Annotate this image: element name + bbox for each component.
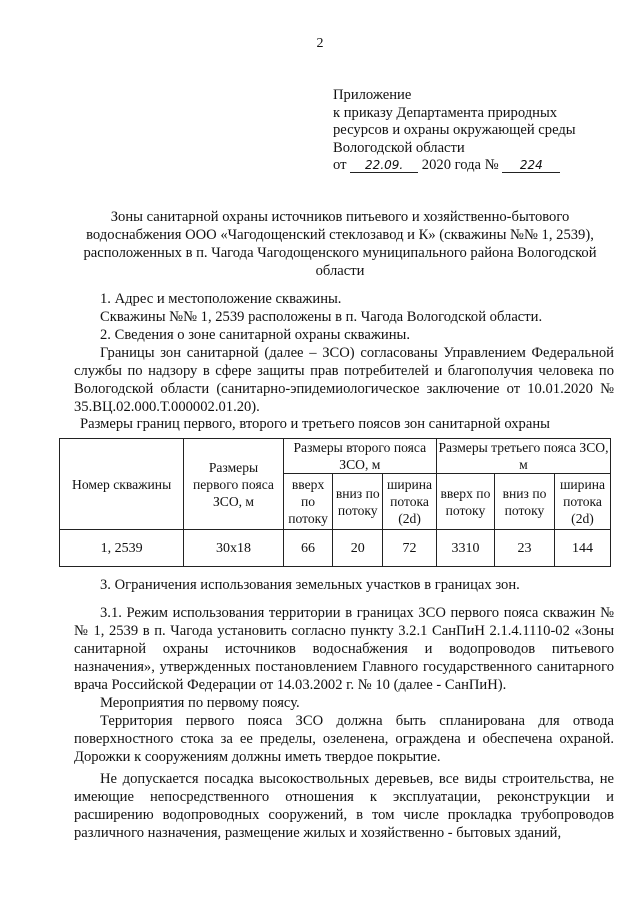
header-first-belt: Размеры первого пояса ЗСО, м xyxy=(184,439,283,530)
appendix-line: Вологодской области xyxy=(333,139,465,156)
from-label: от xyxy=(333,157,347,173)
zso-table xyxy=(59,438,611,567)
section-3-p1: 3.1. Режим использования территории в границах ЗСО первого пояса скважин №№ 1, 2539 в п. Чагода установить согласно пункту 3.2.1 СанПиН 2.1.4.1110-02 «Зоны санитарной охраны источников водоснабжения и водопроводов питьевого назначения», утвержденных постановлением Главного государственного санитарного врача Российской Федерации от 14.03.2002 г. № 10 (далее - СанПиН). xyxy=(74,605,614,693)
section-2-heading: 2. Сведения о зоне санитарной охраны скважины. xyxy=(100,327,410,343)
appendix-line: к приказу Департамента природных xyxy=(333,104,558,121)
header-second-down: вниз по потоку xyxy=(333,474,383,530)
section-3 xyxy=(74,576,614,842)
table-row xyxy=(60,530,611,567)
section-3-heading: 3. Ограничения использования земельных участков в границах зон. xyxy=(100,577,520,593)
header-third-down: вниз по потоку xyxy=(494,474,554,530)
year-text: 2020 года xyxy=(421,157,482,173)
header-third-belt: Размеры третьего пояса ЗСО, м xyxy=(438,440,609,472)
cell-third-down: 23 xyxy=(494,530,554,567)
appendix-line: ресурсов и охраны окружающей среды xyxy=(333,122,576,138)
number-label: № xyxy=(484,157,499,173)
document-title: Зоны санитарной охраны источников питьевого и хозяйственно-бытового водоснабжения ООО «Чагодощенский стеклозавод и К» (скважины №№ 1, 2539), расположенных в п. Чагода Чагодощенского муниципального района Вологодской области xyxy=(83,209,597,279)
section-3-p2: Мероприятия по первому поясу. xyxy=(100,695,300,711)
cell-second-up: 66 xyxy=(283,530,333,567)
appendix-block xyxy=(333,87,623,175)
header-second-up: вверх по потоку xyxy=(283,474,333,530)
table-caption: Размеры границ первого, второго и третьего поясов зон санитарной охраны xyxy=(80,416,550,432)
page-number: 2 xyxy=(316,36,324,51)
section-1-heading: 1. Адрес и местоположение скважины. xyxy=(100,291,342,307)
section-2-text: Границы зон санитарной (далее – ЗСО) согласованы Управлением Федеральной службы по надзору в сфере защиты прав потребителей и благополучия человека по Вологодской области (санитарно-эпидемиологическое заключение от 10.01.2020 № 35.ВЦ.02.000.Т.000002.01.20). xyxy=(74,345,614,415)
header-number: Номер скважины xyxy=(60,439,184,530)
section-1 xyxy=(74,290,614,416)
cell-third-width: 144 xyxy=(555,530,611,567)
header-third-up: вверх по потоку xyxy=(436,474,494,530)
handwritten-number: 224 xyxy=(502,158,560,173)
section-3-p3: Территория первого пояса ЗСО должна быть спланирована для отвода поверхностного стока за ее пределы, озеленена, ограждена и обеспечена охраной. Дорожки к сооружениям должны иметь твердое покрытие. xyxy=(74,713,614,765)
appendix-date-line xyxy=(333,157,623,175)
section-3-p4: Не допускается посадка высокоствольных деревьев, все виды строительства, не имеющие непосредственного отношения к эксплуатации, реконструкции и расширению водопроводных сооружений, в том числе прокладка трубопроводов различного назначения, размещение жилых и хозяйственно - бытовых зданий, xyxy=(74,771,614,841)
cell-second-width: 72 xyxy=(383,530,437,567)
header-third-width: ширина потока (2d) xyxy=(555,474,611,530)
header-second-width: ширина потока (2d) xyxy=(383,474,437,530)
cell-third-up: 3310 xyxy=(436,530,494,567)
cell-first: 30x18 xyxy=(184,530,283,567)
cell-second-down: 20 xyxy=(333,530,383,567)
handwritten-date: 22.09. xyxy=(350,158,418,173)
section-1-text: Скважины №№ 1, 2539 расположены в п. Чагода Вологодской области. xyxy=(100,309,543,325)
appendix-line: Приложение xyxy=(333,87,412,103)
cell-number: 1, 2539 xyxy=(60,530,184,567)
header-second-belt: Размеры второго пояса ЗСО, м xyxy=(283,439,436,474)
